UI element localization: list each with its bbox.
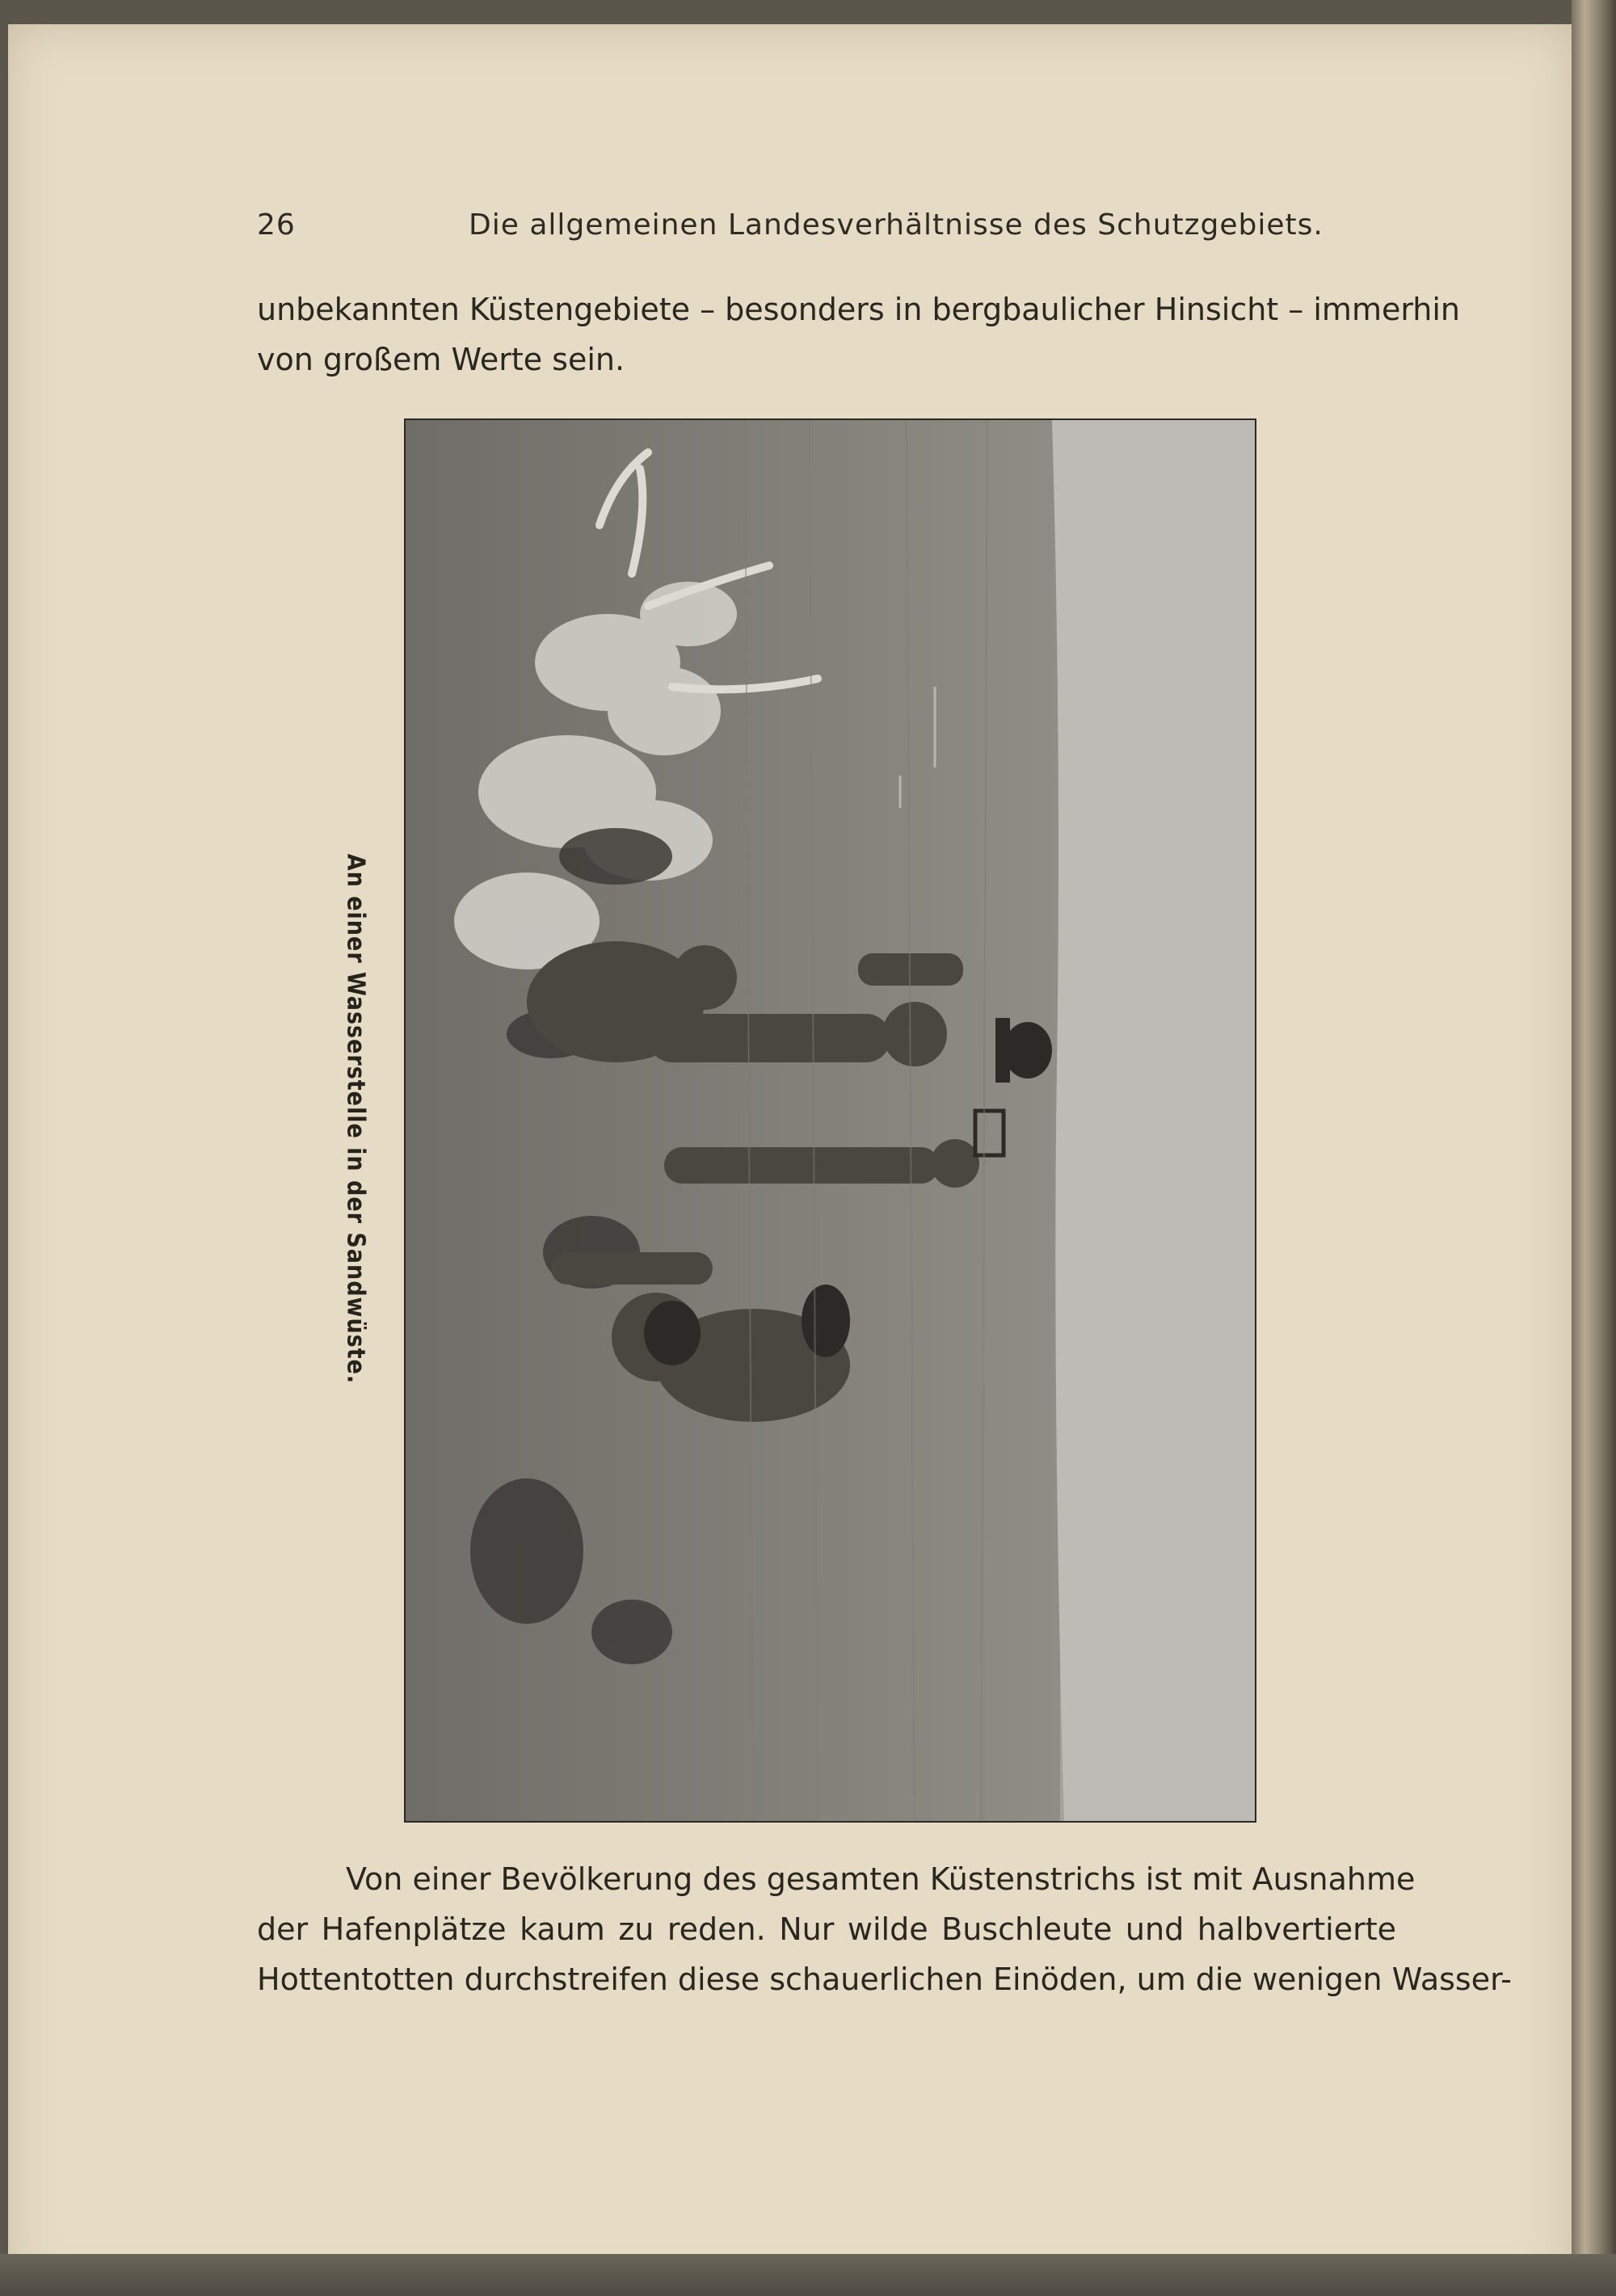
text-line: Von einer Bevölkerung des gesamten Küstenstrichs ist mit Ausnahme <box>346 1861 1416 1897</box>
scan-bottom-strip <box>0 2254 1616 2296</box>
text-line: unbekannten Küstengebiete – besonders in bergbaulicher Hinsicht – immerhin <box>257 292 1461 327</box>
photograph-waterhole <box>404 418 1256 1823</box>
page-number: 26 <box>257 208 296 242</box>
text-line: Hottentotten durchstreifen diese schauerlichen Einöden, um die wenigen Wasser- <box>257 1962 1513 1997</box>
text-line: der Hafenplätze kaum zu reden. Nur wilde Buschleute und halbvertierte <box>257 1911 1396 1947</box>
text-line: von großem Werte sein. <box>257 342 625 377</box>
figure-caption: An einer Wasserstelle in der Sandwüste. <box>341 853 370 1385</box>
book-binding-edge <box>1572 0 1616 2296</box>
photograph-image <box>406 420 1255 1821</box>
paragraph-bottom <box>257 1854 1513 2004</box>
paragraph-top <box>257 284 1461 385</box>
running-title: Die allgemeinen Landesverhältnisse des Schutzgebiets. <box>469 208 1324 242</box>
